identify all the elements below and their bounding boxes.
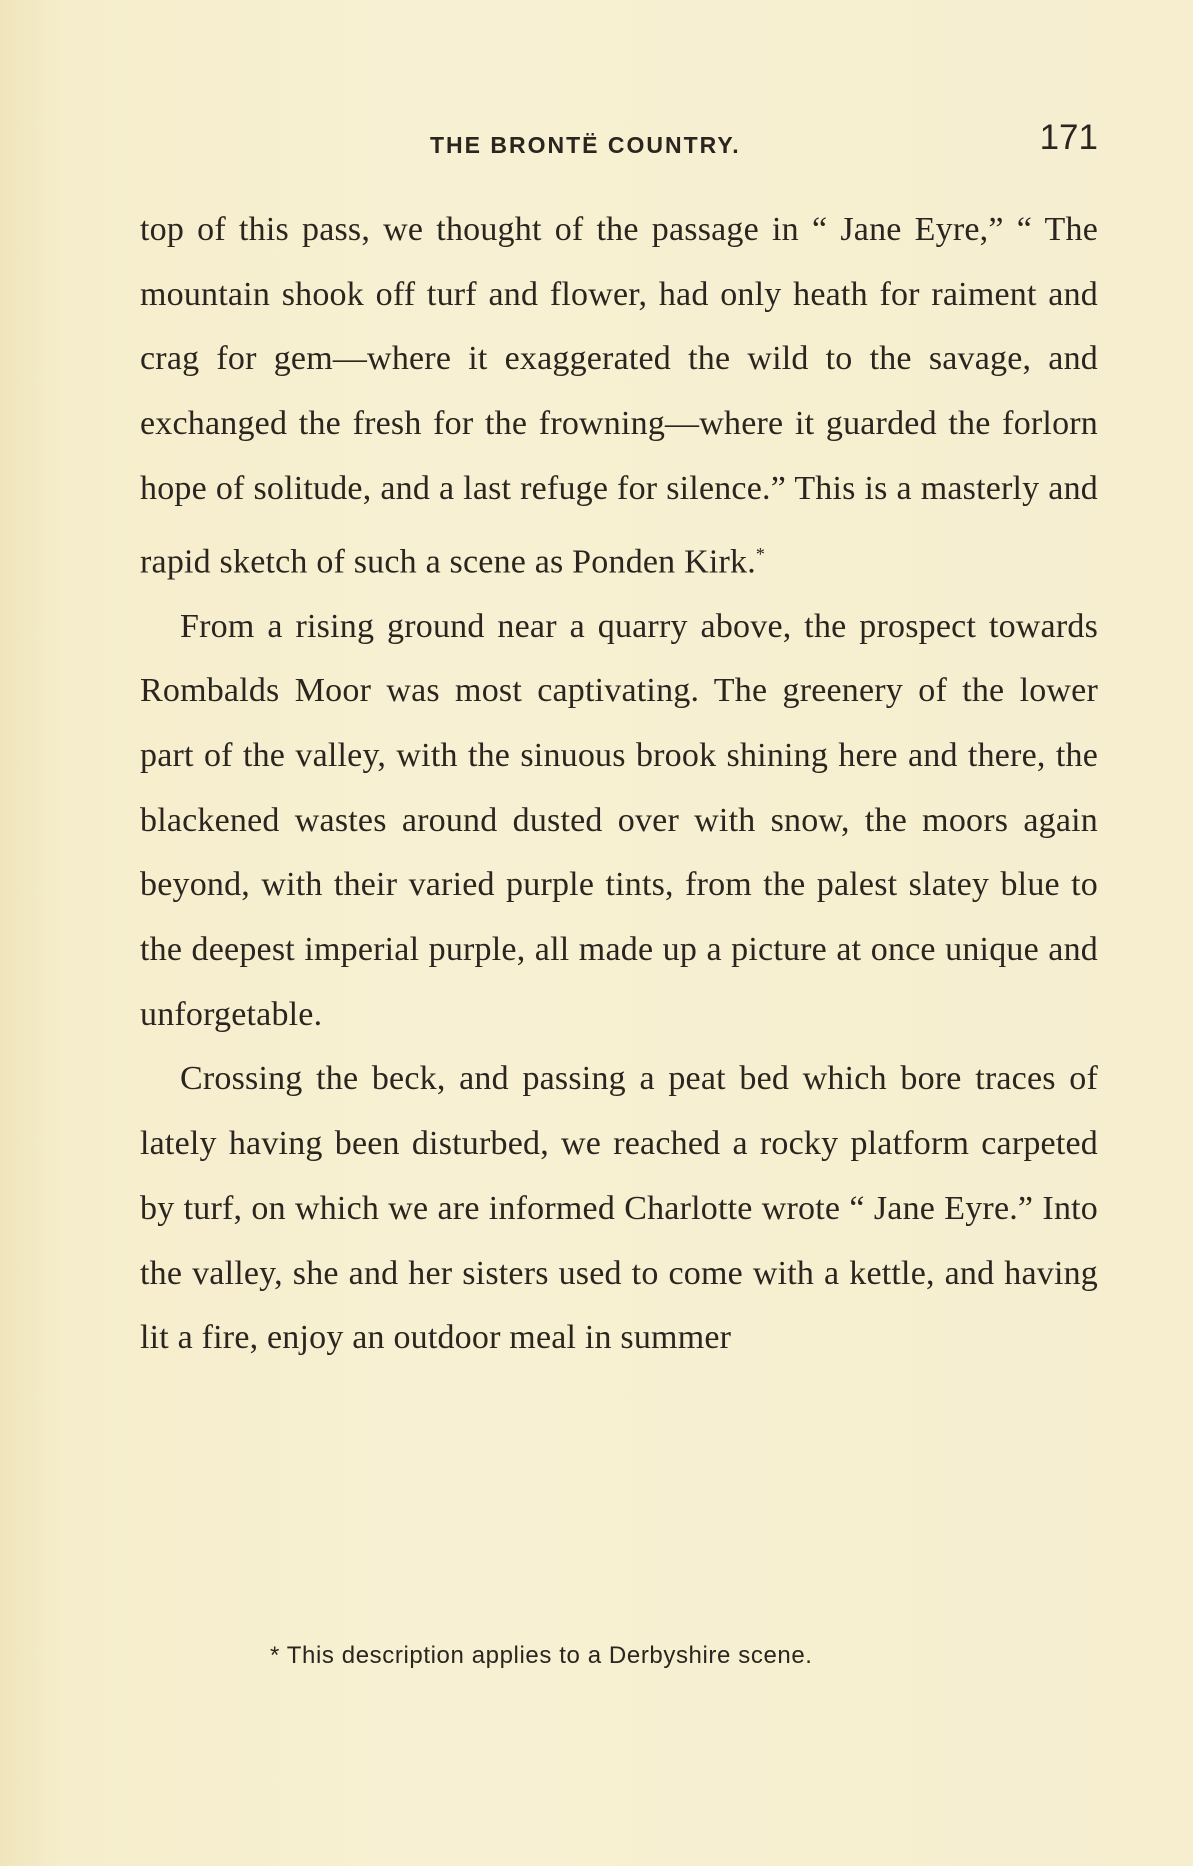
page-number: 171 xyxy=(1039,118,1098,157)
footnote: * This description applies to a Derbyshire scene. xyxy=(270,1642,813,1669)
paragraph-3: Crossing the beck, and passing a peat bed which bore traces of lately having been disturbed, we reached a rocky platform carpeted by turf, on which we are informed Charlotte wrote “ Jane Eyre.” Into the valley, she and her sisters used to come with a kettle, and having lit a fire, enjoy an outdoor meal in summer xyxy=(140,1060,1098,1357)
footnote-marker: * xyxy=(755,543,766,564)
paragraph-2: From a rising ground near a quarry above, the prospect towards Rombalds Moor was most captivating. The greenery of the lower part of the valley, with the sinuous brook shining here and there, the blackened wastes around dusted over with snow, the moors again beyond, with their varied purple tints, from the palest slatey blue to the deepest imperial purple, all made up a picture at once unique and unforgetable. xyxy=(140,607,1098,1033)
page-header xyxy=(140,118,1098,178)
paragraph-1 xyxy=(140,198,1098,595)
paragraph-1-text: top of this pass, we thought of the passage in “ Jane Eyre,” “ The mountain shook off turf and flower, had only heath for raiment and crag for gem—where it exaggerated the wild to the savage, and exchanged the fresh for the frowning—where it guarded the forlorn hope of solitude, and a last refuge for silence.” This is a masterly and rapid sketch of such a scene as Ponden Kirk. xyxy=(140,211,1098,580)
body-text xyxy=(140,198,1098,1371)
running-head: THE BRONTË COUNTRY. xyxy=(430,132,741,158)
